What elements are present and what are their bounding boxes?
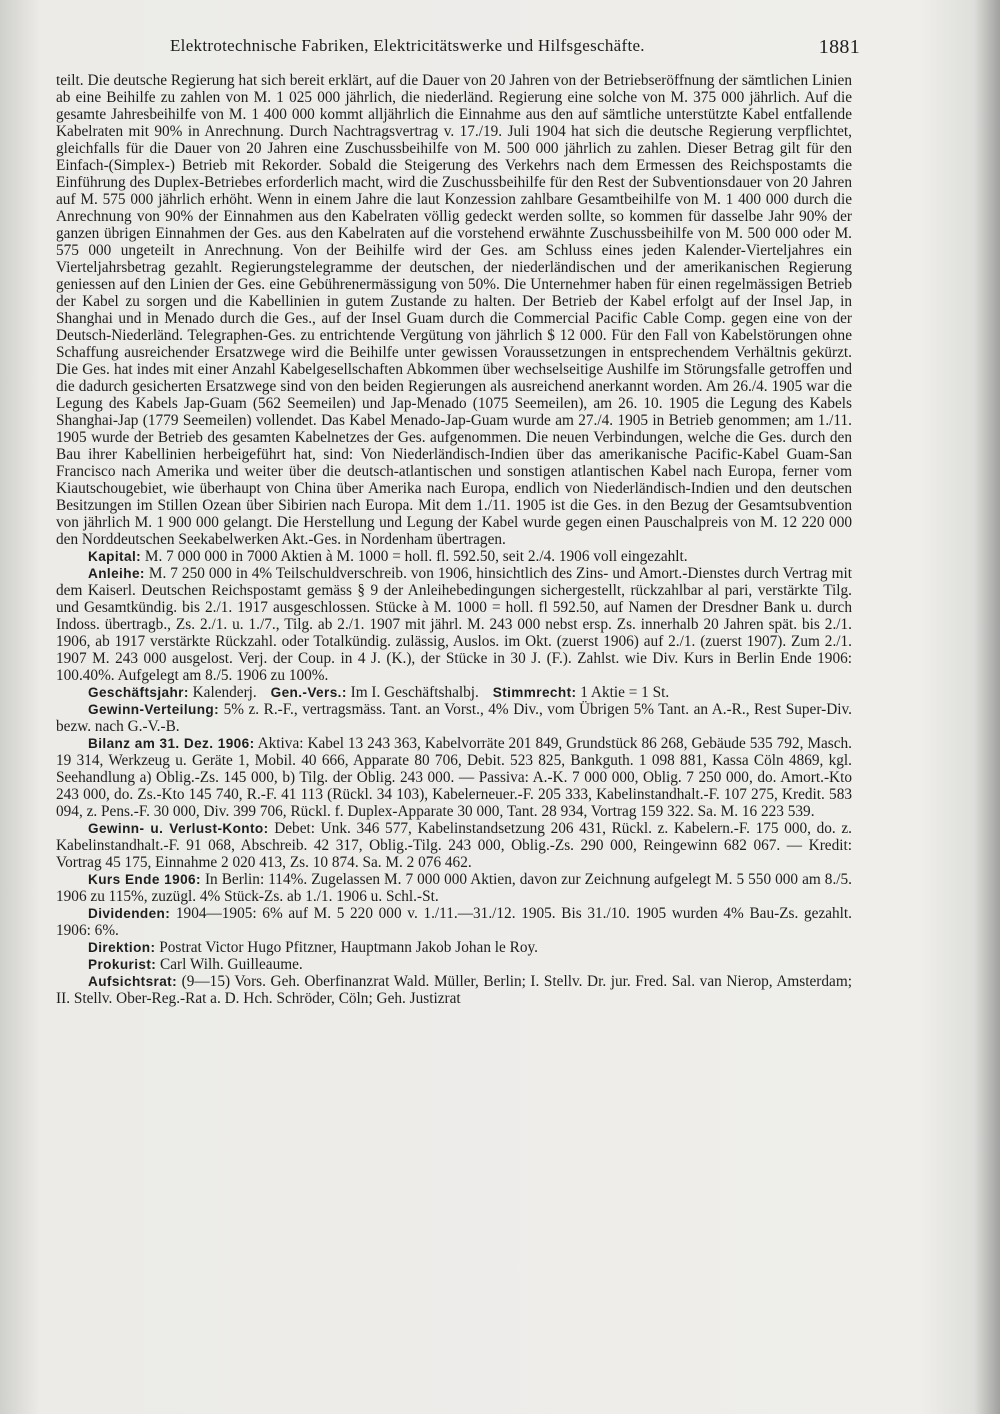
aufsichtsrat-text: (9—15) Vors. Geh. Oberfinanzrat Wald. Müller, Berlin; I. Stellv. Dr. jur. Fred. Sal. van Nierop, Amsterdam; II. Stellv. Ober-Reg.-Rat a. D. Hch. Schröder, Cöln; Geh. Justizrat [56, 973, 852, 1007]
prokurist-entry [56, 956, 852, 973]
kurs-entry [56, 871, 852, 905]
gewinn-verlust-label: Gewinn- u. Verlust-Konto: [88, 821, 269, 836]
intro-paragraph: teilt. Die deutsche Regierung hat sich bereit erklärt, auf die Dauer von 20 Jahren von der Betriebseröffnung der sämtlichen Linien ab eine Beihilfe zu zahlen von M. 1 025 000 jährlich, die niederländ. Regierung eine solche von M. 375 000 jährlich. Auf die gesamte Jahresbeihilfe von M. 1 400 000 kommt alljährlich die Einnahme aus den auf sämtliche unterstützte Kabel entfallende Kabelraten mit 90% in Anrechnung. Durch Nachtragsvertrag v. 17./19. Juli 1904 hat sich die deutsche Regierung verpflichtet, gleichfalls für die Dauer von 20 Jahren eine Zuschussbeihilfe von M. 500 000 jährlich zu zahlen. Dieser Betrag gilt für den Einfach-(Simplex-) Betrieb mit Rekorder. Sobald die Steigerung des Verkehrs nach dem Ermessen des Reichspostamts die Einführung des Duplex-Betriebes erforderlich macht, wird die Zuschussbeihilfe für den Rest der Subventionsdauer von 20 Jahren auf M. 575 000 jährlich erhöht. Wenn in einem Jahre die laut Konzession zahlbare Gesamtbeihilfe von M. 1 400 000 durch die Anrechnung von 90% der Einnahmen aus den Kabelraten völlig gedeckt werden sollte, so kommen für dasselbe Jahr 90% der ganzen übrigen Einnahmen der Ges. aus den Kabelraten auf die vorstehend erwähnte Zuschussbeihilfe von M. 500 000 oder M. 575 000 ungeteilt in Anrechnung. Von der Beihilfe wird der Ges. am Schluss eines jeden Kalender-Vierteljahres ein Vierteljahrsbetrag gezahlt. Regierungstelegramme der deutschen, der niederländischen und der amerikanischen Regierung geniessen auf den Linien der Ges. eine Gebührenermässigung von 50%. Die Unternehmer haben für einen regelmässigen Betrieb der Kabel zu sorgen und die Kabellinien in gutem Zustande zu halten. Der Betrieb der Kabel erfolgt auf der Insel Jap, in Shanghai und in Menado durch die Ges., auf der Insel Guam durch die Commercial Pacific Cable Comp. gegen eine von der Deutsch-Niederländ. Telegraphen-Ges. zu entrichtende Vergütung von jährlich $ 12 000. Für den Fall von Kabelstörungen ohne Schaffung ausreichender Ersatzwege wird die Beihilfe unter gewissen Voraussetzungen in entsprechendem Verhältnis gekürzt. Die Ges. hat indes mit einer Anzahl Kabelgesellschaften Abkommen über wechselseitige Aushilfe im Störungsfalle getroffen und die dadurch gesicherten Ersatzwege sind von den beiden Regierungen als ausreichend anerkannt worden. Am 26./4. 1905 war die Legung des Kabels Jap-Guam (562 Seemeilen) und Jap-Menado (1075 Seemeilen), am 26. 10. 1905 die Legung des Kabels Shanghai-Jap (1779 Seemeilen) vollendet. Das Kabel Menado-Jap-Guam wurde am 27./4. 1905 in Betrieb genommen; am 1./11. 1905 wurde der Betrieb des gesamten Kabelnetzes der Ges. aufgenommen. Die neuen Verbindungen, welche die Ges. durch den Bau ihrer Kabellinien herbeigeführt hat, sind: Von Niederländisch-Indien über das amerikanische Pacific-Kabel Guam-San Francisco nach Amerika und weiter über die deutsch-atlantischen und sonstigen atlantischen Kabel nach Europa, ferner vom Kiautschougebiet, wie überhaupt von China über Amerika nach Europa, endlich von Niederländisch-Indien und den deutschen Besitzungen im Stillen Ozean über Sibirien nach Europa. Mit dem 1./11. 1905 ist die Ges. in den Bezug der Gesamtsubvention von jährlich M. 1 900 000 gelangt. Die Herstellung und Legung der Kabel wurde gegen einen Pauschalpreis von M. 12 220 000 den Norddeutschen Seekabelwerken Akt.-Ges. in Nordenham übertragen. [56, 72, 852, 548]
direktion-entry [56, 939, 852, 956]
bilanz-entry [56, 735, 852, 820]
geschaeftsjahr-label: Geschäftsjahr: [88, 685, 189, 700]
page-number: 1881 [818, 36, 860, 58]
gewinn-verteilung-entry [56, 701, 852, 735]
bilanz-text: Aktiva: Kabel 13 243 363, Kabelvorräte 201 849, Grundstück 86 268, Gebäude 535 792, Masch. 19 314, Werkzeug u. Geräte 1, Mobil. 40 666, Apparate 80 706, Debit. 523 825, Bankguth. 1 098 881, Kassa Cöln 4869, kgl. Seehandlung a) Oblig.-Zs. 145 000, b) Tilg. der Oblig. 243 000. — Passiva: A.-K. 7 000 000, Oblig. 7 250 000, do. Amort.-Kto 243 000, do. Zs.-Kto 145 740, R.-F. 41 113 (Rückl. 34 103), Kabelerneuer.-F. 205 333, Kabelinstandhalt.-F. 107 275, Kredit. 583 094, z. Pens.-F. 30 000, Div. 399 706, Rückl. f. Duplex-Apparate 30 000, Tant. 28 934, Vortrag 159 322. Sa. M. 16 223 539. [56, 735, 852, 820]
aufsichtsrat-label: Aufsichtsrat: [88, 974, 178, 989]
dividenden-text: 1904—1905: 6% auf M. 5 220 000 v. 1./11.—31./12. 1905. Bis 31./10. 1905 wurden 4% Bau-Zs. gezahlt. 1906: 6%. [56, 905, 853, 939]
geschaeftsjahr-entry [56, 684, 852, 701]
anleihe-text: M. 7 250 000 in 4% Teilschuldverschreib. von 1906, hinsichtlich des Zins- und Amort.-Dienstes durch Vertrag mit dem Kaiserl. Deutschen Reichspostamt gemäss § 9 der Anleihebedingungen sichergestellt, rückzahlbar al pari, verstärkte Tilg. und Gesamtkündig. bis 2./1. 1917 ausgeschlossen. Stücke à M. 1000 = holl. fl 592.50, auf Namen der Dresdner Bank u. durch Indoss. übertragb., Zs. 2./1. u. 1./7., Tilg. ab 2./1. 1907 mit jährl. M. 243 000 nebst ersp. Zs. innerhalb 20 Jahren spät. bis 2./1. 1906, ab 1917 verstärkte Rückzahl. oder Totalkündig. zulässig, Auslos. im Okt. (zuerst 1906) auf 2./1. (zuerst 1907). Zum 2./1. 1907 M. 243 000 ausgelost. Verj. der Coup. in 4 J. (K.), der Stücke in 30 J. (F.). Zahlst. wie Div. Kurs in Berlin Ende 1906: 100.40%. Aufgelegt am 8./5. 1906 zu 100%. [56, 565, 852, 684]
direktion-label: Direktion: [88, 940, 156, 955]
kurs-text: In Berlin: 114%. Zugelassen M. 7 000 000 Aktien, davon zur Zeichnung aufgelegt M. 5 550 000 am 8./5. 1906 zu 115%, zuzügl. 4% Stück-Zs. ab 1./1. 1906 u. Schl.-St. [56, 871, 852, 905]
kapital-label: Kapital: [88, 549, 142, 564]
aufsichtsrat-entry [56, 973, 852, 1007]
geschaeftsjahr-text: Kalenderj. [192, 684, 257, 701]
gen-vers-label: Gen.-Vers.: [270, 685, 347, 700]
page-header [170, 36, 860, 56]
dividenden-entry [56, 905, 852, 939]
prokurist-label: Prokurist: [88, 957, 157, 972]
gewinn-verlust-entry [56, 820, 852, 871]
dividenden-label: Dividenden: [88, 906, 171, 921]
kapital-text: M. 7 000 000 in 7000 Aktien à M. 1000 = holl. fl. 592.50, seit 2./4. 1906 voll eingezahlt. [144, 548, 688, 565]
body-text [56, 72, 852, 1007]
gewinn-verteilung-label: Gewinn-Verteilung: [88, 702, 220, 717]
prokurist-text: Carl Wilh. Guilleaume. [160, 956, 303, 973]
bilanz-label: Bilanz am 31. Dez. 1906: [88, 736, 255, 751]
gen-vers-text: Im I. Geschäftshalbj. [350, 684, 479, 701]
direktion-text: Postrat Victor Hugo Pfitzner, Hauptmann Jakob Johan le Roy. [159, 939, 538, 956]
kurs-label: Kurs Ende 1906: [88, 872, 201, 887]
gewinn-verteilung-text: 5% z. R.-F., vertragsmäss. Tant. an Vorst., 4% Div., vom Übrigen 5% Tant. an A.-R., Rest Super-Div. bezw. nach G.-V.-B. [56, 701, 852, 735]
gewinn-verlust-text: Debet: Unk. 346 577, Kabelinstandsetzung 206 431, Rückl. z. Kabelern.-F. 175 000, do. z. Kabelinstandhalt.-F. 91 068, Abschreib. 42 317, Oblig.-Tilg. 243 000, Oblig.-Zs. 290 000, Reingewinn 682 067. — Kredit: Vortrag 45 175, Einnahme 2 020 413, Zs. 10 874. Sa. M. 2 076 462. [56, 820, 852, 871]
stimmrecht-text: 1 Aktie = 1 St. [580, 684, 670, 701]
anleihe-entry [56, 565, 852, 684]
anleihe-label: Anleihe: [88, 566, 145, 581]
running-title: Elektrotechnische Fabriken, Elektricitätswerke und Hilfsgeschäfte. [170, 36, 645, 55]
kapital-entry [56, 548, 852, 565]
stimmrecht-label: Stimmrecht: [492, 685, 577, 700]
